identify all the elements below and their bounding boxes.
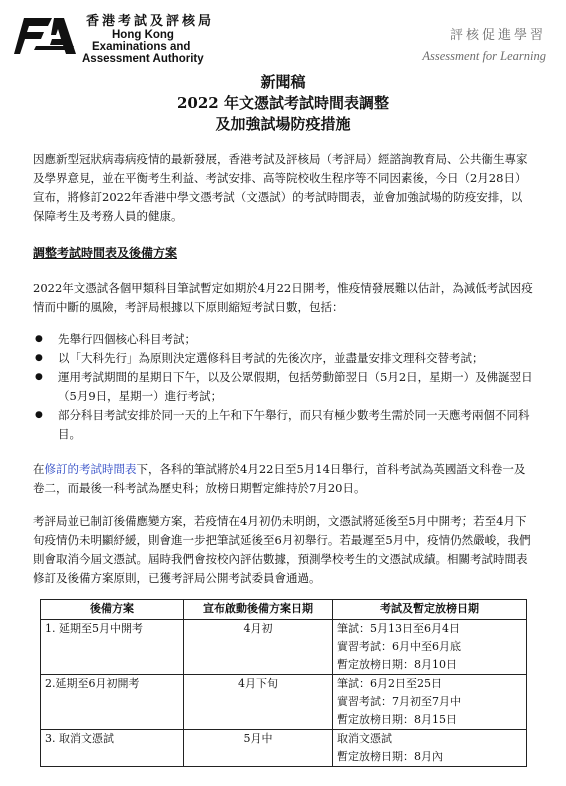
detail-line: 暫定放榜日期：8月內 bbox=[337, 750, 443, 763]
detail-line: 暫定放榜日期：8月10日 bbox=[337, 658, 457, 671]
title-line-2: 2022 年文憑試考試時間表調整 bbox=[177, 94, 389, 112]
announce-cell: 4月下旬 bbox=[184, 675, 333, 730]
motto-zh: 評核促進學習 bbox=[449, 28, 546, 43]
column-header-plan: 後備方案 bbox=[41, 600, 184, 620]
section-paragraph-principles: 2022年文憑試各個甲類科目筆試暫定如期於4月22日開考，惟疫情發展難以估計，為減低考試因疫情而中斷的風險，考評局根據以下原則縮短考試日數，包括： bbox=[33, 281, 533, 314]
motto-block bbox=[422, 24, 546, 64]
org-name-zh: 香港考試及評核局 bbox=[86, 13, 215, 28]
section-heading-timetable: 調整考試時間表及後備方案 bbox=[33, 246, 178, 260]
details-cell bbox=[333, 620, 527, 675]
announce-cell: 4月初 bbox=[184, 620, 333, 675]
revised-timetable-link[interactable]: 修訂的考試時間表 bbox=[44, 462, 137, 476]
press-release-title bbox=[0, 72, 566, 135]
details-cell bbox=[333, 730, 527, 767]
title-line-3: 及加強試場防疫措施 bbox=[215, 115, 351, 133]
title-line-1: 新聞稿 bbox=[260, 73, 306, 91]
detail-line: 實習考試：6月中至6月底 bbox=[337, 640, 461, 653]
plan-cell: 2.延期至6月初開考 bbox=[41, 675, 184, 730]
principles-list bbox=[33, 330, 533, 444]
table-row bbox=[41, 620, 527, 675]
org-name-en-line1: Hong Kong bbox=[112, 29, 174, 41]
list-item: ● 運用考試期間的星期日下午，以及公眾假期，包括勞動節翌日（5月2日，星期一）及佛誕翌日（5月9日，星期一）進行考試； bbox=[33, 368, 533, 406]
table-header-row bbox=[41, 600, 527, 620]
list-item: ● 部分科目考試安排於同一天的上午和下午舉行，而只有極少數考生需於同一天應考兩個不同科目。 bbox=[33, 406, 533, 444]
backup-plan-paragraph: 考評局並已制訂後備應變方案，若疫情在4月初仍未明朗，文憑試將延後至5月中開考；若至4月下旬疫情仍未明顯紓緩，則會進一步把筆試延後至6月初舉行。若最遲至5月中，疫情仍然嚴峻，我們則會取消今屆文憑試。屆時我們會按校內評估數據，預測學校考生的文憑試成績。相關考試時間表修訂及後備方案原則，已獲考評局公開考試委員會通過。 bbox=[33, 514, 531, 585]
detail-line: 實習考試：7月初至7月中 bbox=[337, 695, 461, 708]
intro-paragraph: 因應新型冠狀病毒病疫情的最新發展，香港考試及評核局（考評局）經諮詢教育局、公共衞生專家及學界意見，並在平衡考生利益、考試安排、高等院校收生程序等不同因素後，今日（2月28日）宣布，將修訂2022年香港中學文憑考試（文憑試）的考試時間表，並會加強試場的防疫安排，以保障考生及考務人員的健康。 bbox=[33, 152, 528, 223]
column-header-announce-date: 宣布啟動後備方案日期 bbox=[184, 600, 333, 620]
list-item: ● 以「大科先行」為原則決定選修科目考試的先後次序，並盡量安排文理科交替考試； bbox=[33, 349, 533, 368]
org-name-en-line3: Assessment Authority bbox=[82, 53, 204, 65]
detail-line: 取消文憑試 bbox=[337, 732, 392, 745]
timetable-paragraph bbox=[33, 460, 533, 498]
hkeaa-logo bbox=[14, 14, 76, 58]
detail-line: 暫定放榜日期：8月15日 bbox=[337, 713, 457, 726]
motto-en: Assessment for Learning bbox=[422, 49, 546, 63]
plan-cell: 1. 延期至5月中開考 bbox=[41, 620, 184, 675]
table-row bbox=[41, 730, 527, 767]
detail-line: 筆試：6月2日至25日 bbox=[337, 677, 442, 690]
plan-cell: 3. 取消文憑試 bbox=[41, 730, 184, 767]
timetable-prefix: 在 bbox=[33, 462, 45, 476]
org-name-en-line2: Examinations and bbox=[92, 41, 191, 53]
org-name-block bbox=[82, 10, 214, 65]
detail-line: 筆試：5月13日至6月4日 bbox=[337, 622, 460, 635]
table-row bbox=[41, 675, 527, 730]
backup-plan-table bbox=[40, 599, 527, 767]
announce-cell: 5月中 bbox=[184, 730, 333, 767]
timetable-rest: 下，各科的筆試將於4月22日至5月14日舉行，首科考試為英國語文科卷一及卷二，而最後一科考試為歷史科；放榜日期暫定維持於7月20日。 bbox=[33, 462, 526, 495]
column-header-exam-dates: 考試及暫定放榜日期 bbox=[333, 600, 527, 620]
details-cell bbox=[333, 675, 527, 730]
list-item: ● 先舉行四個核心科目考試； bbox=[33, 330, 533, 349]
